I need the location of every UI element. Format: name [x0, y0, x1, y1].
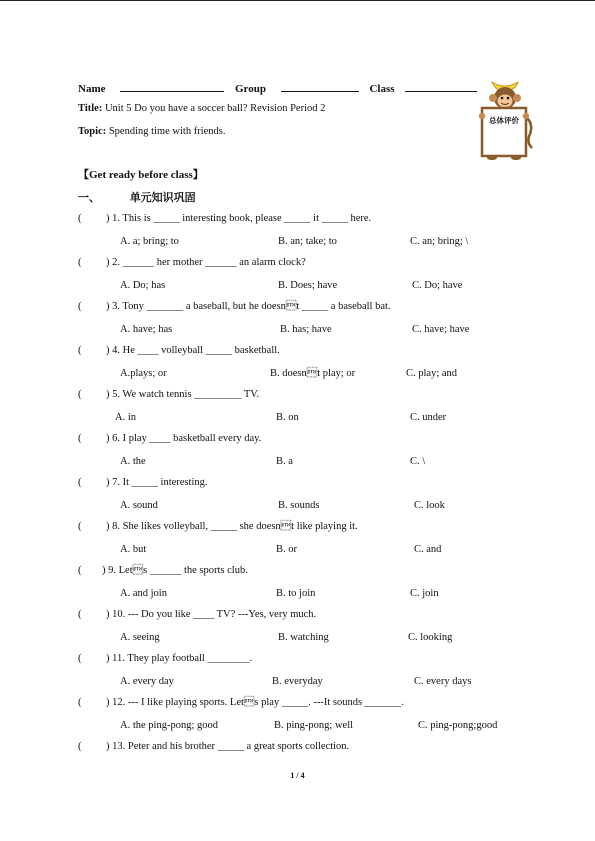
option-b: B. sounds: [278, 500, 320, 511]
answer-blank[interactable]: (: [78, 213, 82, 224]
option-b: B. Does; have: [278, 280, 338, 291]
option-a: A. the: [120, 456, 146, 467]
option-b: B. everyday: [272, 676, 323, 687]
question-2: [78, 257, 306, 268]
question-6: [78, 433, 261, 444]
question-9: [78, 565, 248, 576]
question-text: ) 11. They play football ________.: [106, 653, 253, 664]
topic-label: Topic:: [78, 126, 107, 137]
question-text: ) 13. Peter and his brother _____ a great sports collection.: [106, 741, 350, 752]
option-b: B. to join: [276, 588, 316, 599]
topic-line: [78, 126, 226, 137]
question-10: [78, 609, 316, 620]
option-a: A. every day: [120, 676, 174, 687]
title-label: Title:: [78, 103, 103, 114]
subsection-heading: [78, 189, 196, 205]
option-c: C. an; bring; \: [410, 236, 469, 247]
topic-value: Spending time with friends.: [108, 126, 226, 137]
question-text: ) 10. --- Do you like ____ TV? ---Yes, very much.: [106, 609, 317, 620]
option-a: A. in: [115, 412, 136, 423]
answer-blank[interactable]: (: [78, 741, 82, 752]
option-c: C. and: [414, 544, 442, 555]
option-c: C. join: [410, 588, 439, 599]
answer-blank[interactable]: (: [78, 521, 82, 532]
option-b: B. a: [276, 456, 293, 467]
question-3: [78, 301, 391, 312]
question-1: [78, 213, 371, 224]
monkey-evaluation-badge: [474, 76, 536, 160]
option-c: C. every days: [414, 676, 472, 687]
group-label: Group: [235, 83, 266, 95]
option-a: A. but: [120, 544, 147, 555]
option-c: C. \: [410, 456, 426, 467]
subsection-number: 一、: [78, 191, 100, 204]
badge-text: 总体评价: [489, 116, 519, 125]
question-5: [78, 389, 259, 400]
option-b: B. ping-pong; well: [274, 720, 354, 731]
question-text: ) 1. This is _____ interesting book, please _____ it _____ here.: [106, 213, 372, 224]
answer-blank[interactable]: (: [78, 609, 82, 620]
page-top-border: [0, 0, 595, 1]
option-c: C. have; have: [412, 324, 470, 335]
page-number: 1 / 4: [290, 771, 305, 780]
option-a: A. sound: [120, 500, 158, 511]
question-text: ) 12. --- I like playing sports. Lets play _____. ---It sounds _______.: [106, 697, 405, 708]
option-a: A. the ping-pong; good: [120, 720, 218, 731]
option-a: A. have; has: [120, 324, 173, 335]
option-c: C. under: [410, 412, 447, 423]
question-7: [78, 477, 207, 488]
option-a: A. seeing: [120, 632, 160, 643]
question-8: [78, 521, 358, 532]
answer-blank[interactable]: (: [78, 345, 82, 356]
question-13: [78, 741, 349, 752]
option-c: C. looking: [408, 632, 453, 643]
question-12: [78, 697, 404, 708]
option-b: B. has; have: [280, 324, 332, 335]
option-b: B. on: [276, 412, 299, 423]
question-text: ) 5. We watch tennis _________ TV.: [106, 389, 260, 400]
option-b: B. an; take; to: [278, 236, 337, 247]
question-text: ) 2. ______ her mother ______ an alarm clock?: [106, 257, 306, 268]
answer-blank[interactable]: (: [78, 697, 82, 708]
question-text: ) 7. It _____ interesting.: [106, 477, 208, 488]
option-c: C. play; and: [406, 368, 458, 379]
option-b: B. doesnt play; or: [270, 368, 356, 379]
title-line: [78, 103, 325, 114]
answer-blank[interactable]: (: [78, 301, 82, 312]
answer-blank[interactable]: (: [78, 565, 82, 576]
question-4: [78, 345, 280, 356]
class-field[interactable]: [405, 80, 477, 92]
answer-blank[interactable]: (: [78, 433, 82, 444]
answer-blank[interactable]: (: [78, 653, 82, 664]
option-a: A.plays; or: [120, 368, 167, 379]
answer-blank[interactable]: (: [78, 477, 82, 488]
option-a: A. and join: [120, 588, 167, 599]
subsection-title: 单元知识巩固: [129, 191, 196, 204]
name-field[interactable]: [120, 80, 224, 92]
question-text: ) 3. Tony _______ a baseball, but he doesnt _____ a baseball bat.: [106, 301, 391, 312]
question-text: ) 9. Lets ______ the sports club.: [102, 565, 248, 576]
option-a: A. Do; has: [120, 280, 166, 291]
title-value: Unit 5 Do you have a soccer ball? Revision Period 2: [104, 103, 326, 114]
answer-blank[interactable]: (: [78, 389, 82, 400]
group-field[interactable]: [281, 80, 359, 92]
class-label: Class: [369, 83, 395, 95]
question-text: ) 4. He ____ volleyball _____ basketball.: [106, 345, 280, 356]
option-c: C. ping-pong;good: [418, 720, 498, 731]
question-text: ) 8. She likes volleyball, _____ she doesnt like playing it.: [106, 521, 358, 532]
option-c: C. look: [414, 500, 445, 511]
question-11: [78, 653, 252, 664]
option-b: B. or: [276, 544, 297, 555]
question-text: ) 6. I play ____ basketball every day.: [106, 433, 262, 444]
student-info-header: [78, 80, 477, 95]
option-a: A. a; bring; to: [120, 236, 179, 247]
name-label: Name: [78, 83, 106, 95]
answer-blank[interactable]: (: [78, 257, 82, 268]
option-c: C. Do; have: [412, 280, 463, 291]
option-b: B. watching: [278, 632, 329, 643]
section-title: 【Get ready before class】: [78, 169, 204, 181]
